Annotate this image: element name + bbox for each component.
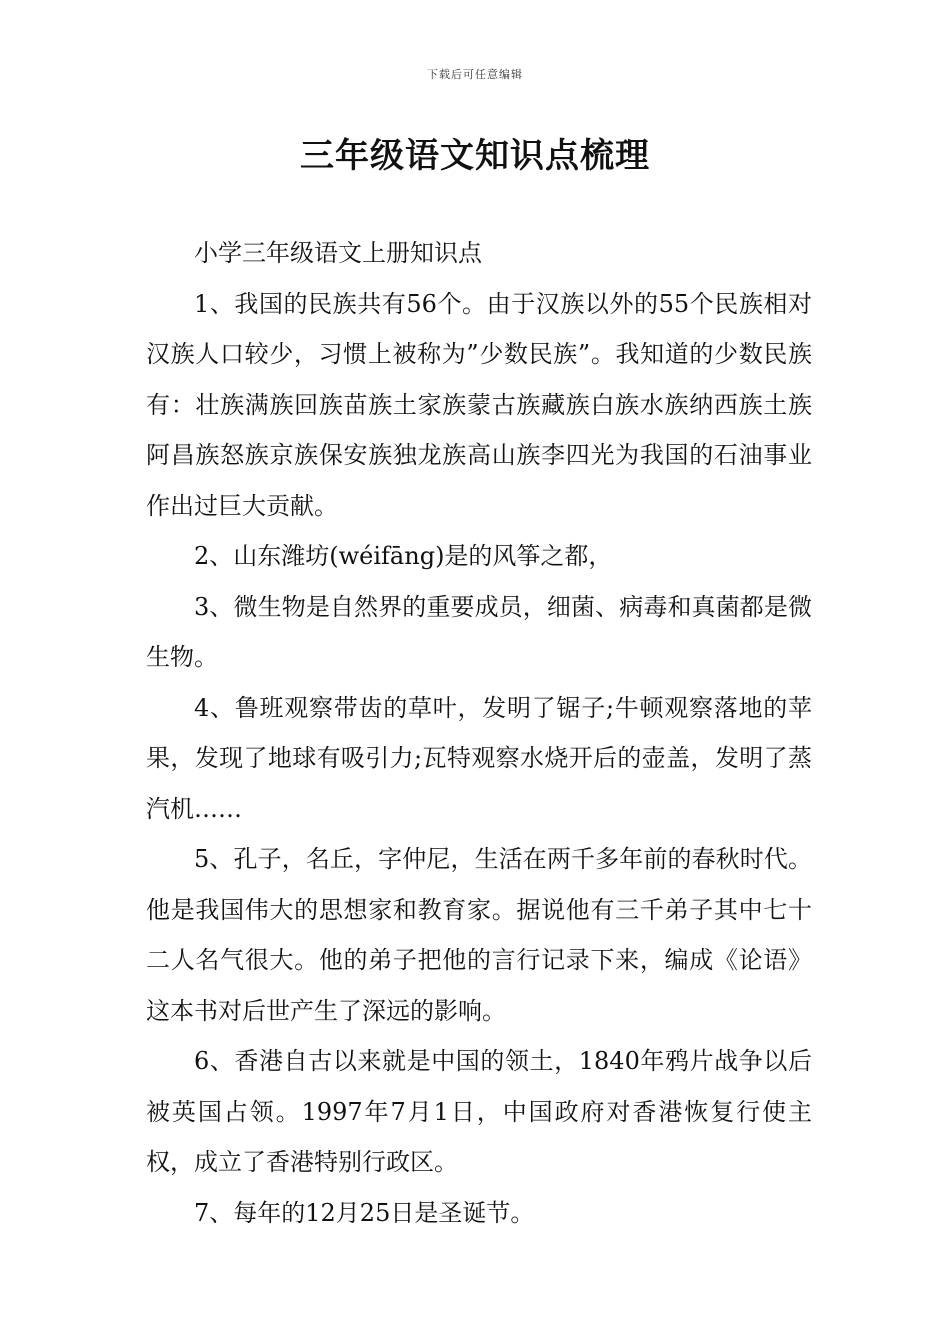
paragraph-item-5: 5、孔子，名丘，字仲尼，生活在两千多年前的春秋时代。他是我国伟大的思想家和教育家。据说他有三千弟子其中七十二人名气很大。他的弟子把他的言行记录下来，编成《论语》这本书对后世产生了深远的影响。 [146,845,812,1025]
paragraph-item-4: 4、鲁班观察带齿的草叶，发明了锯子;牛顿观察落地的苹果，发现了地球有吸引力;瓦特观察水烧开后的壶盖，发明了蒸汽机…… [146,693,812,823]
paragraph-item-2: 2、山东潍坊(wéifāng)是的风筝之都， [194,542,613,570]
header-note: 下载后可任意编辑 [427,68,523,81]
page-title: 三年级语文知识点梳理 [300,136,650,176]
paragraph-item-1: 1、我国的民族共有56个。由于汉族以外的55个民族相对汉族人口较少，习惯上被称为”少数民族”。我知道的少数民族有：壮族满族回族苗族土家族蒙古族藏族白族水族纳西族土族阿昌族怒族京族保安族独龙族高山族李四光为我国的石油事业作出过巨大贡献。 [146,289,812,520]
paragraph-item-3: 3、微生物是自然界的重要成员，细菌、病毒和真菌都是微生物。 [146,592,812,671]
section-subtitle: 小学三年级语文上册知识点 [194,239,482,267]
document-body [146,228,812,1238]
paragraph-item-7: 7、每年的12月25日是圣诞节。 [194,1198,535,1227]
paragraph-item-6: 6、香港自古以来就是中国的领土，1840年鸦片战争以后被英国占领。1997年7月1日，中国政府对香港恢复行使主权，成立了香港特别行政区。 [146,1047,812,1176]
